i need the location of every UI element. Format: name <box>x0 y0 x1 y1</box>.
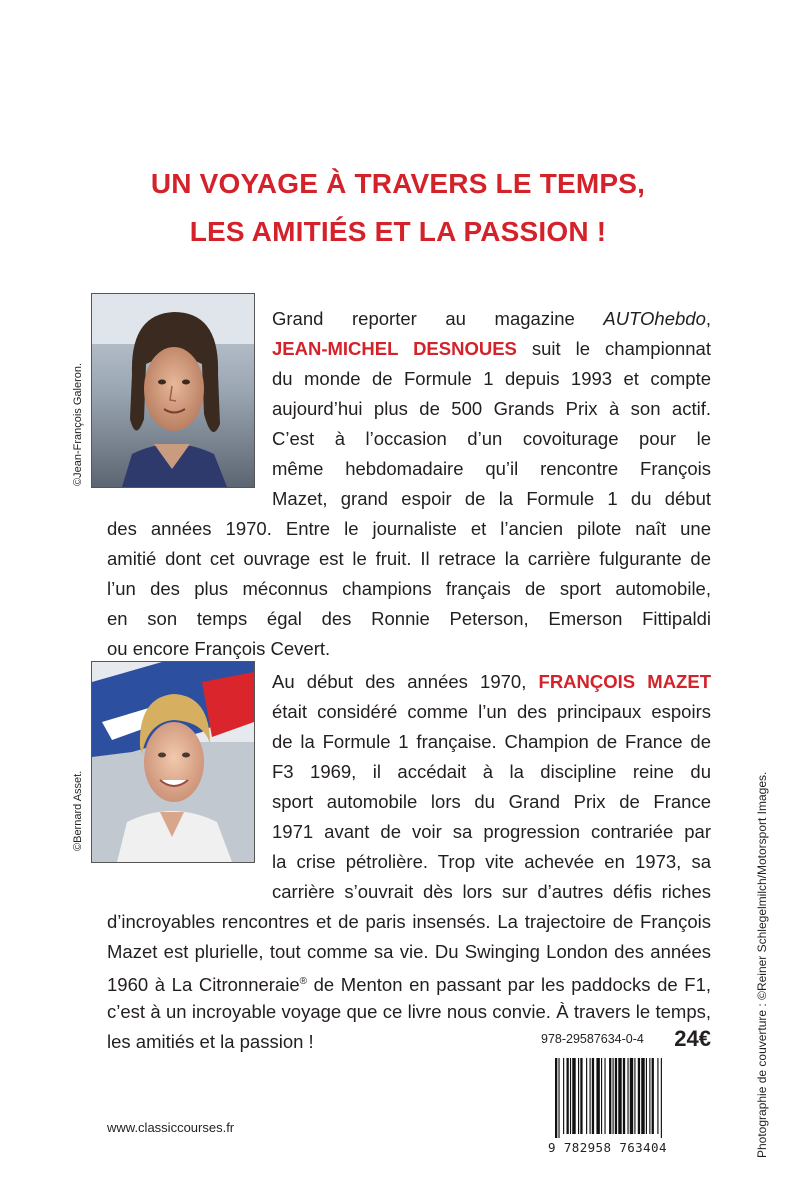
author-bio-text <box>272 304 711 514</box>
barcode-bar <box>555 1058 557 1138</box>
isbn-price-line <box>541 1026 711 1052</box>
barcode-bar <box>596 1058 599 1134</box>
headline-line-2: LES AMITIÉS ET LA PASSION ! <box>189 216 607 247</box>
barcode-bar <box>567 1058 569 1134</box>
barcode-bar <box>618 1058 621 1134</box>
driver-bio-text <box>272 667 711 907</box>
barcode-bar <box>657 1058 658 1134</box>
bio-line: c’est à un incroyable voyage que ce livre nous convie. À travers le temps, <box>107 1001 711 1022</box>
barcode-bar <box>609 1058 611 1134</box>
barcode-bar <box>646 1058 647 1134</box>
author-name: JEAN-MICHEL DESNOUES <box>272 338 517 359</box>
barcode-bar <box>615 1058 617 1134</box>
bio-line: de la Formule 1 française. Champion de France de <box>272 731 711 752</box>
bio-line: 1960 à La Citronneraie® de Menton en passant par les paddocks de F1, <box>107 974 711 996</box>
registered-mark: ® <box>299 976 307 987</box>
barcode-number: 9 782958 763404 <box>548 1140 667 1155</box>
barcode-bar <box>627 1058 628 1134</box>
photo-credit-1: ©Jean-François Galeron. <box>72 362 84 486</box>
driver-portrait-photo <box>91 661 255 863</box>
bio-line: était considéré comme l’un des principaux espoirs <box>272 701 711 722</box>
barcode-bar <box>630 1058 633 1134</box>
barcode-bar <box>563 1058 564 1134</box>
bio-line: ou encore François Cevert. <box>107 638 331 659</box>
barcode-bar <box>623 1058 625 1134</box>
bio-line: même hebdomadaire qu’il rencontre François <box>272 458 711 479</box>
bio-line: carrière s’ouvrait dès lors sur d’autres défis riches <box>272 881 711 902</box>
barcode-bar <box>638 1058 640 1134</box>
bio-line: amitié dont cet ouvrage est le fruit. Il retrace la carrière fulgurante de <box>107 548 711 569</box>
barcode-bar <box>590 1058 591 1134</box>
photo-credit-2: ©Bernard Asset. <box>72 770 84 851</box>
bio-line: sport automobile lors du Grand Prix de France <box>272 791 711 812</box>
bio-line: Mazet, grand espoir de la Formule 1 du début <box>272 488 711 509</box>
barcode-bar <box>661 1058 662 1138</box>
bio-line: F3 1969, il accédait à la discipline reine du <box>272 761 711 782</box>
bio-line: Au début des années 1970, FRANÇOIS MAZET <box>272 671 711 692</box>
barcode-bar <box>586 1058 587 1134</box>
bio-line: Grand reporter au magazine AUTOhebdo, <box>272 308 711 329</box>
barcode-bar <box>634 1058 635 1134</box>
barcode-bar <box>601 1058 602 1134</box>
bio-line: des années 1970. Entre le journaliste et l’ancien pilote naît une <box>107 518 711 539</box>
barcode-bar <box>558 1058 559 1138</box>
barcode-bar <box>641 1058 644 1134</box>
bio-line: les amitiés et la passion ! <box>107 1031 314 1052</box>
bio-line: aujourd’hui plus de 500 Grands Prix à son actif. <box>272 398 711 419</box>
barcode-bar <box>580 1058 582 1134</box>
bio-line: la crise pétrolière. Trop vite achevée en 1973, sa <box>272 851 711 872</box>
bio-line: en son temps égal des Ronnie Peterson, Emerson Fittipaldi <box>107 608 711 629</box>
bio-line: 1971 avant de voir sa progression contrariée par <box>272 821 711 842</box>
barcode-bar <box>652 1058 654 1134</box>
headline <box>0 160 796 256</box>
bio-line: l’un des plus méconnus champions français de sport automobile, <box>107 578 711 599</box>
barcode-bar <box>604 1058 605 1134</box>
magazine-title: AUTOhebdo <box>603 308 706 329</box>
bio-line: C’est à l’occasion d’un covoiturage pour le <box>272 428 711 449</box>
isbn-number: 978-29587634-0-4 <box>541 1032 644 1046</box>
barcode-bar <box>572 1058 575 1134</box>
barcode <box>551 1058 711 1138</box>
cover-photo-credit: Photographie de couverture : ©Reiner Schlegelmilch/Motorsport Images. <box>755 771 769 1158</box>
barcode-bar <box>649 1058 650 1134</box>
barcode-bar <box>578 1058 579 1134</box>
bio-line: d’incroyables rencontres et de paris insensés. La trajectoire de François <box>107 911 711 932</box>
driver-name: FRANÇOIS MAZET <box>538 671 711 692</box>
bio-line: Mazet est plurielle, tout comme sa vie. Du Swinging London des années <box>107 941 711 962</box>
publisher-website: www.classiccourses.fr <box>107 1120 235 1135</box>
bio-line: du monde de Formule 1 depuis 1993 et compte <box>272 368 711 389</box>
barcode-bar <box>592 1058 594 1134</box>
headline-line-1: UN VOYAGE À TRAVERS LE TEMPS, <box>150 168 646 199</box>
author-portrait-photo <box>91 293 255 488</box>
author-bio-text-continued <box>107 514 711 664</box>
barcode-bar <box>613 1058 614 1134</box>
bio-line: JEAN-MICHEL DESNOUES suit le championnat <box>272 338 711 359</box>
barcode-bar <box>570 1058 571 1134</box>
price: 24€ <box>674 1026 711 1051</box>
